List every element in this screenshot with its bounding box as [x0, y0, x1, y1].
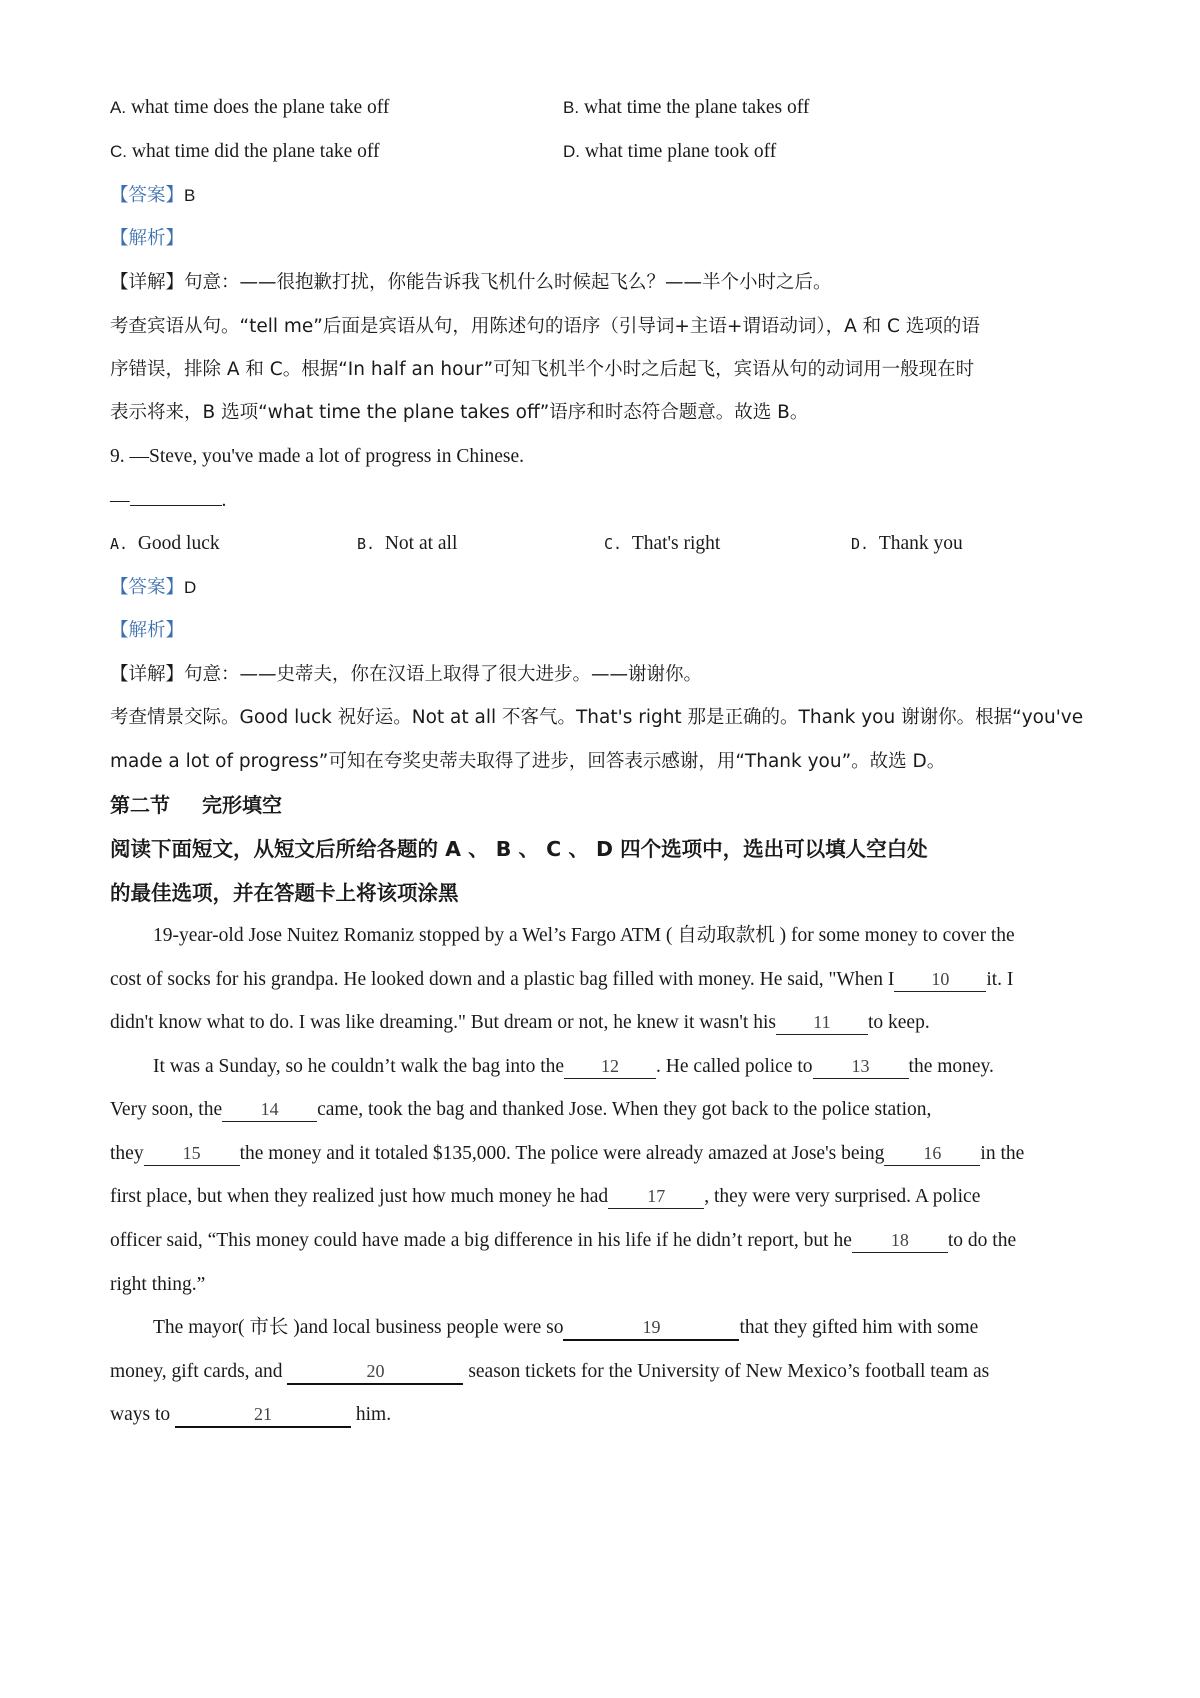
detail-line: 【详解】句意：——史蒂夫，你在汉语上取得了很大进步。——谢谢你。 — [110, 664, 703, 685]
answer-line: 【答案】B — [110, 185, 196, 206]
passage-line: they 15 the money and it totaled $135,000. The police were already amazed at Jose's being 16 in the — [110, 1143, 1025, 1164]
reply-line: — . — [110, 490, 227, 511]
passage-line: first place, but when they realized just how much money he had 17 , they were very surprised. A police — [110, 1186, 981, 1207]
cloze-blank-20: 20 — [287, 1359, 463, 1385]
explanation-line: 考查情景交际。Good luck 祝好运。Not at all 不客气。That's right 那是正确的。Thank you 谢谢你。根据“you've — [110, 707, 1084, 728]
explanation-line: 序错误，排除 A 和 C。根据“In half an hour”可知飞机半个小时之后起飞，宾语从句的动词用一般现在时 — [110, 359, 975, 380]
passage-line: right thing.” — [110, 1274, 206, 1295]
explanation-line: 考查宾语从句。“tell me”后面是宾语从句，用陈述句的语序（引导词+主语+谓语动词），A 和 C 选项的语 — [110, 316, 980, 337]
option-a: A. what time does the plane take off — [110, 97, 390, 118]
cloze-blank-16: 16 — [884, 1141, 980, 1166]
passage-line: money, gift cards, and 20 season tickets for the University of New Mexico’s football team as — [110, 1358, 989, 1386]
cloze-blank-13: 13 — [813, 1054, 909, 1079]
answer-line: 【答案】D — [110, 577, 197, 598]
explanation-line: 表示将来，B 选项“what time the plane takes off”语序和时态符合题意。故选 B。 — [110, 402, 809, 423]
option-c: C. what time did the plane take off — [110, 141, 380, 162]
option-c: C. That's right — [604, 533, 721, 554]
question-text: 9. —Steve, you've made a lot of progress in Chinese. — [110, 446, 525, 467]
option-a: A. Good luck — [110, 533, 220, 554]
cloze-blank-11: 11 — [776, 1010, 868, 1035]
cloze-blank-10: 10 — [894, 967, 986, 992]
option-b: B. what time the plane takes off — [563, 97, 810, 118]
analysis-label: 【解析】 — [110, 620, 185, 641]
passage-line: didn't know what to do. I was like dreaming." But dream or not, he knew it wasn't his 11 to keep. — [110, 1012, 930, 1033]
section-instructions: 阅读下面短文，从短文后所给各题的 A 、 B 、 C 、 D 四个选项中，选出可以填人空白处 — [110, 837, 928, 861]
passage-line: officer said, “This money could have made a big difference in his life if he didn’t report, but he 18 to do the — [110, 1230, 1017, 1251]
cloze-blank-21: 21 — [175, 1402, 351, 1428]
analysis-label: 【解析】 — [110, 228, 185, 249]
passage-line: It was a Sunday, so he couldn’t walk the bag into the 12 . He called police to 13 the money. — [153, 1056, 994, 1077]
option-d: D. Thank you — [851, 533, 963, 554]
passage-line: Very soon, the 14 came, took the bag and thanked Jose. When they got back to the police station, — [110, 1099, 932, 1120]
detail-line: 【详解】句意：——很抱歉打扰，你能告诉我飞机什么时候起飞么？——半个小时之后。 — [110, 272, 832, 293]
option-d: D. what time plane took off — [563, 141, 777, 162]
section-instructions: 的最佳选项，并在答题卡上将该项涂黑 — [110, 881, 459, 905]
cloze-blank-12: 12 — [564, 1054, 656, 1079]
passage-line: cost of socks for his grandpa. He looked down and a plastic bag filled with money. He said, "When I 10 it. I — [110, 969, 1014, 990]
passage-line: ways to 21 him. — [110, 1401, 391, 1429]
cloze-blank-17: 17 — [608, 1184, 704, 1209]
explanation-line: made a lot of progress”可知在夸奖史蒂夫取得了进步，回答表示感谢，用“Thank you”。故选 D。 — [110, 751, 946, 772]
answer-blank — [130, 505, 222, 506]
passage-line: The mayor( 市长 )and local business people were so 19 that they gifted him with some — [153, 1314, 978, 1342]
option-b: B. Not at all — [357, 533, 458, 554]
cloze-blank-19: 19 — [563, 1315, 739, 1341]
cloze-blank-18: 18 — [852, 1228, 948, 1253]
section-title: 第二节 完形填空 — [110, 793, 282, 817]
cloze-blank-14: 14 — [222, 1097, 317, 1122]
cloze-blank-15: 15 — [144, 1141, 240, 1166]
passage-line: 19-year-old Jose Nuitez Romaniz stopped by a Wel’s Fargo ATM ( 自动取款机 ) for some money to cover the — [153, 925, 1015, 946]
